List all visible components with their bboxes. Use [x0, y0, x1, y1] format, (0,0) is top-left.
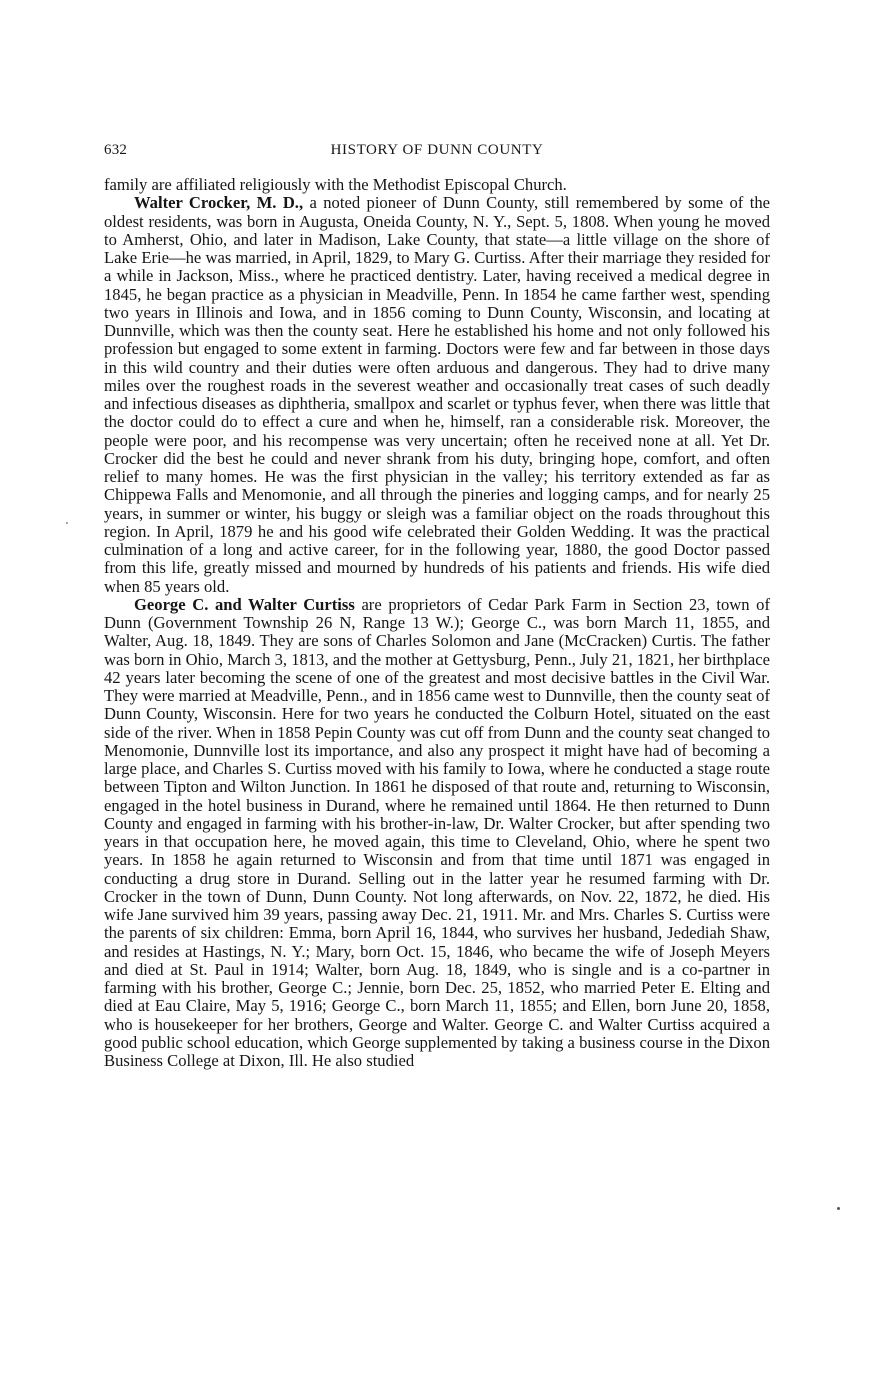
paragraph-text: are proprietors of Cedar Park Farm in Section 23, town of Dunn (Government Township 26 N, Range 13 W.); George C., was born March 11, 1855, and Walter, Aug. 18, 1849. They are sons of Charles Solomon and Jane (McCracken) Curtis. The father was born in Ohio, March 3, 1813, and the mother at Gettysburg, Penn., July 21, 1821, her birthplace 42 years later becoming the scene of one of the greatest and most decisive battles in the Civil War. They were married at Meadville, Penn., and in 1856 came west to Dunnville, then the county seat of Dunn County, Wisconsin. Here for two years he conducted the Colburn Hotel, situated on the east side of the river. When in 1858 Pepin County was cut off from Dunn and the county seat changed to Menomonie, Dunnville lost its importance, and also any prospect it might have had of becoming a large place, and Charles S. Curtiss moved with his family to Iowa, where he conducted a stage route between Tipton and Wilton Junction. In 1861 he disposed of that route and, returning to Wisconsin, engaged in the hotel business in Durand, where he remained until 1864. He then returned to Dunn County and engaged in farming with his brother-in-law, Dr. Walter Crocker, but after spending two years in that occupation here, he moved again, this time to Cleveland, Ohio, where he spent two years. In 1858 he again returned to Wisconsin and from that time until 1871 was engaged in conducting a drug store in Durand. Selling out in the latter year he resumed farming with Dr. Crocker in the town of Dunn, Dunn County. Not long afterwards, on Nov. 22, 1872, he died. His wife Jane survived him 39 years, passing away Dec. 21, 1911. Mr. and Mrs. Charles S. Curtiss were the parents of six children: Emma, born April 16, 1844, who survives her husband, Jedediah Shaw, and resides at Hastings, N. Y.; Mary, born Oct. 15, 1846, who became the wife of Joseph Meyers and died at St. Paul in 1914; Walter, born Aug. 18, 1849, who is single and is a co-partner in farming with his brother, George C.; Jennie, born Dec. 25, 1852, who married Peter E. Elting and died at Eau Claire, May 5, 1916; George C., born March 11, 1855; and Ellen, born June 20, 1858, who is housekeeper for her brothers, George and Walter. George C. and Walter Curtiss acquired a good public school education, which George supplemented by taking a business course in the Dixon Business College at Dixon, Ill. He also studied — [104, 594, 770, 1070]
running-title: HISTORY OF DUNN COUNTY — [330, 142, 544, 158]
paragraph-text: a noted pioneer of Dunn County, still remembered by some of the oldest residents, was born in Augusta, Oneida County, N. Y., Sept. 5, 1808. When young he moved to Amherst, Ohio, and later in Madison, Lake County, that state—a little village on the shore of Lake Erie—he was married, in April, 1829, to Mary G. Curtiss. After their marriage they resided for a while in Jackson, Miss., where he practiced dentistry. Later, having received a medical degree in 1845, he began practice as a physician in Meadville, Penn. In 1854 he came farther west, spending two years in Illinois and Iowa, and in 1856 coming to Dunn County, Wisconsin, and locating at Dunnville, which was then the county seat. Here he established his home and not only followed his profession but engaged to some extent in farming. Doctors were few and far between in those days in this wild country and their duties were often arduous and dangerous. They had to drive many miles over the roughest roads in the severest weather and occasionally treat cases of such deadly and infectious diseases as diphtheria, smallpox and scarlet or typhus fever, when there was little that the doctor could do to effect a cure and when he, himself, ran a considerable risk. Moreover, the people were poor, and his recompense was very uncertain; often he received none at all. Yet Dr. Crocker did the best he could and never shrank from his duty, bringing hope, comfort, and often relief to many homes. He was the first physician in the valley; his territory extended as far as Chippewa Falls and Menomonie, and all through the pineries and logging camps, and for nearly 25 years, in summer or winter, his buggy or sleigh was a familiar object on the roads throughout this region. In April, 1879 he and his good wife celebrated their Golden Wedding. It was the practical culmination of a long and active career, for in the following year, 1880, the good Doctor passed from this life, greatly missed and mourned by hundreds of his patients and friends. His wife died when 85 years old. — [104, 193, 770, 596]
scan-speck — [837, 1207, 840, 1210]
biography-name: George C. and Walter Curtiss — [134, 594, 355, 614]
book-page — [104, 140, 770, 1070]
paragraph-curtiss-brothers — [104, 596, 770, 1071]
scan-speck — [66, 522, 68, 524]
page-number: 632 — [104, 142, 128, 158]
paragraph-text: family are affiliated religiously with the Methodist Episcopal Church. — [104, 175, 567, 194]
paragraph-continuation — [104, 176, 770, 194]
paragraph-walter-crocker — [104, 194, 770, 596]
running-head — [104, 140, 770, 164]
body-text — [104, 176, 770, 1070]
biography-name: Walter Crocker, M. D., — [134, 193, 304, 213]
